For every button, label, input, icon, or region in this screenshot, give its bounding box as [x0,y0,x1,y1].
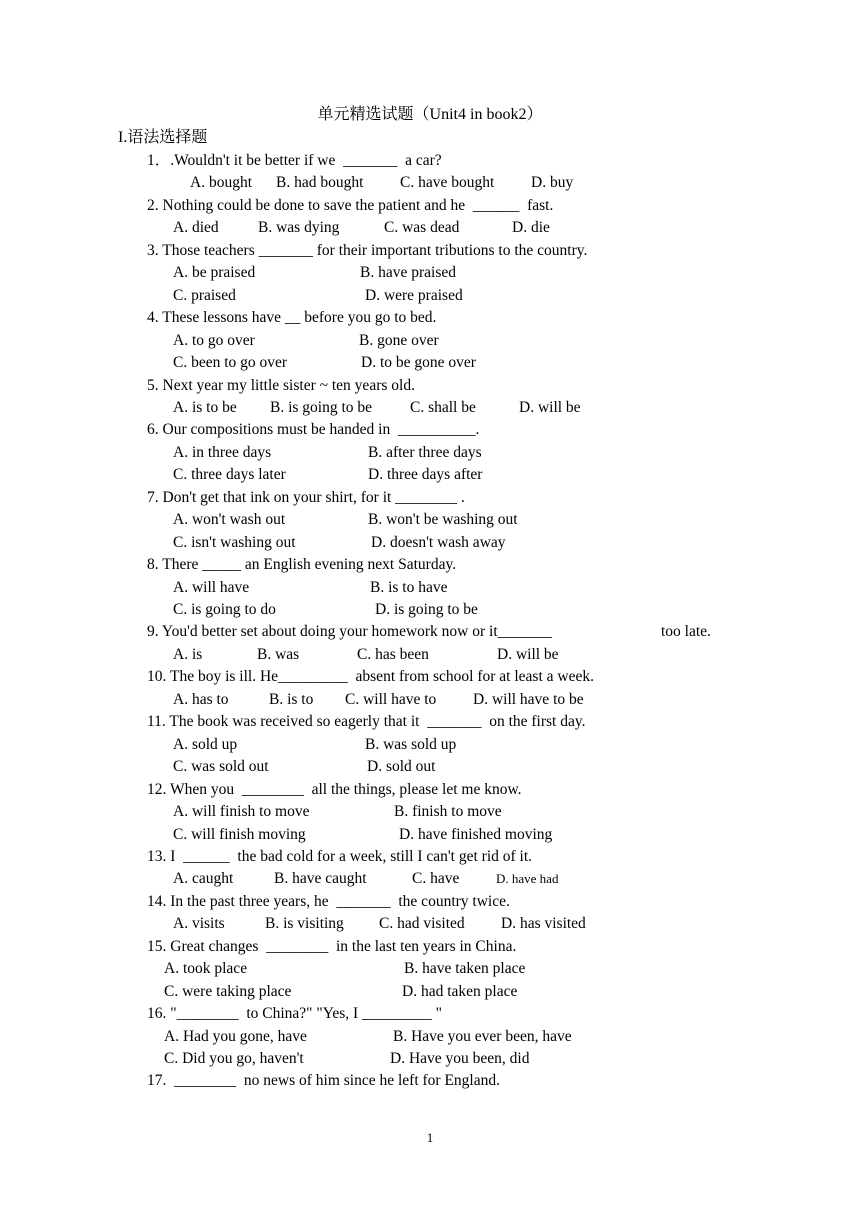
question-text: 15. Great changes ________ in the last ten years in China. [147,937,517,955]
answer-option: B. won't be washing out [368,511,518,529]
answer-option: C. been to go over [173,354,288,372]
answer-option: B. have praised [360,264,456,282]
question-text: 5. Next year my little sister ~ ten years old. [147,376,415,394]
question-text: 17. ________ no news of him since he left for England. [147,1072,500,1090]
question-text: 9. You'd better set about doing your homework now or it_______ [147,623,552,641]
answer-option: A. died [173,219,219,237]
question-text-tail: too late. [661,623,711,641]
question-text: 16. "________ to China?" "Yes, I _________ " [147,1005,442,1023]
answer-option: B. is going to be [270,398,373,416]
question-text: 14. In the past three years, he _______ the country twice. [147,892,510,910]
answer-option: D. were praised [365,286,463,304]
answer-option: D. has visited [501,915,586,933]
answer-option: A. Had you gone, have [164,1027,307,1045]
answer-option: C. praised [173,286,236,304]
answer-option: D. sold out [367,758,436,776]
question-text: 12. When you ________ all the things, please let me know. [147,780,522,798]
answer-option: A. won't wash out [173,511,286,529]
answer-option: C. will have to [345,690,437,708]
question-text: 4. These lessons have __ before you go to bed. [147,309,437,327]
answer-option: D. die [512,219,550,237]
answer-option: C. Did you go, haven't [164,1050,304,1067]
answer-option: A. took place [164,960,248,978]
answer-option: A. visits [173,915,225,933]
answer-option: D. buy [531,174,574,192]
answer-option: D. is going to be [375,601,478,618]
answer-option: D. have had [496,871,559,887]
question-text: 7. Don't get that ink on your shirt, for it ________ . [147,488,465,506]
answer-option: B. gone over [359,331,439,349]
answer-option: A. is to be [173,398,237,416]
answer-option: A. caught [173,870,234,888]
answer-option: A. bought [190,174,252,192]
answer-option: C. will finish moving [173,825,306,843]
answer-option: D. will be [519,398,581,416]
answer-option: C. have [412,870,460,888]
answer-option: A. will finish to move [173,803,310,821]
answer-option: B. was sold up [365,735,457,753]
answer-option: B. have taken place [404,960,526,978]
answer-option: C. was dead [384,219,460,237]
answer-option: A. in three days [173,443,272,461]
answer-option: D. three days after [368,466,483,484]
answer-option: B. is visiting [265,915,344,933]
answer-option: D. will be [497,645,559,663]
answer-option: D. will have to be [473,690,584,708]
answer-option: C. three days later [173,466,286,484]
answer-option: D. to be gone over [361,354,476,372]
answer-option: C. isn't washing out [173,533,296,551]
question-text: 2. Nothing could be done to save the patient and he ______ fast. [147,196,554,214]
answer-option: D. have finished moving [399,825,553,843]
answer-option: B. after three days [368,443,482,461]
answer-option: C. was sold out [173,758,269,776]
answer-option: C. shall be [410,398,476,416]
answer-option: D. had taken place [402,982,518,1000]
page-number: 1 [426,1130,434,1145]
answer-option: B. Have you ever been, have [393,1027,572,1045]
answer-option: B. was [257,645,300,663]
question-text: 3. Those teachers _______ for their important tributions to the country. [147,241,588,259]
answer-option: D. doesn't wash away [371,533,506,551]
question-text: 8. There _____ an English evening next Saturday. [147,556,457,574]
question-text: 11. The book was received so eagerly that it _______ on the first day. [147,713,586,731]
answer-option: C. were taking place [164,982,292,1000]
answer-option: C. had visited [379,915,465,933]
section-heading: I.语法选择题 [118,129,208,146]
answer-option: A. to go over [173,331,255,349]
answer-option: A. sold up [173,735,238,753]
answer-option: D. Have you been, did [390,1050,530,1067]
question-text: 1．.Wouldn't it be better if we _______ a car? [147,152,442,169]
answer-option: B. finish to move [394,803,502,821]
question-text: 13. I ______ the bad cold for a week, still I can't get rid of it. [147,847,533,865]
answer-option: B. had bought [276,174,364,192]
answer-option: C. is going to do [173,601,276,618]
answer-option: A. has to [173,690,229,708]
answer-option: A. is [173,645,203,663]
answer-option: C. has been [357,645,429,663]
answer-option: C. have bought [400,174,495,192]
document-title: 单元精选试题（Unit4 in book2） [317,106,543,123]
answer-option: B. is to have [370,578,448,596]
answer-option: B. is to [269,690,314,708]
question-text: 6. Our compositions must be handed in __________. [147,421,480,439]
answer-option: A. will have [173,578,250,596]
answer-option: A. be praised [173,264,256,282]
question-text: 10. The boy is ill. He_________ absent from school for at least a week. [147,668,594,686]
answer-option: B. was dying [258,219,340,237]
answer-option: B. have caught [274,870,367,888]
